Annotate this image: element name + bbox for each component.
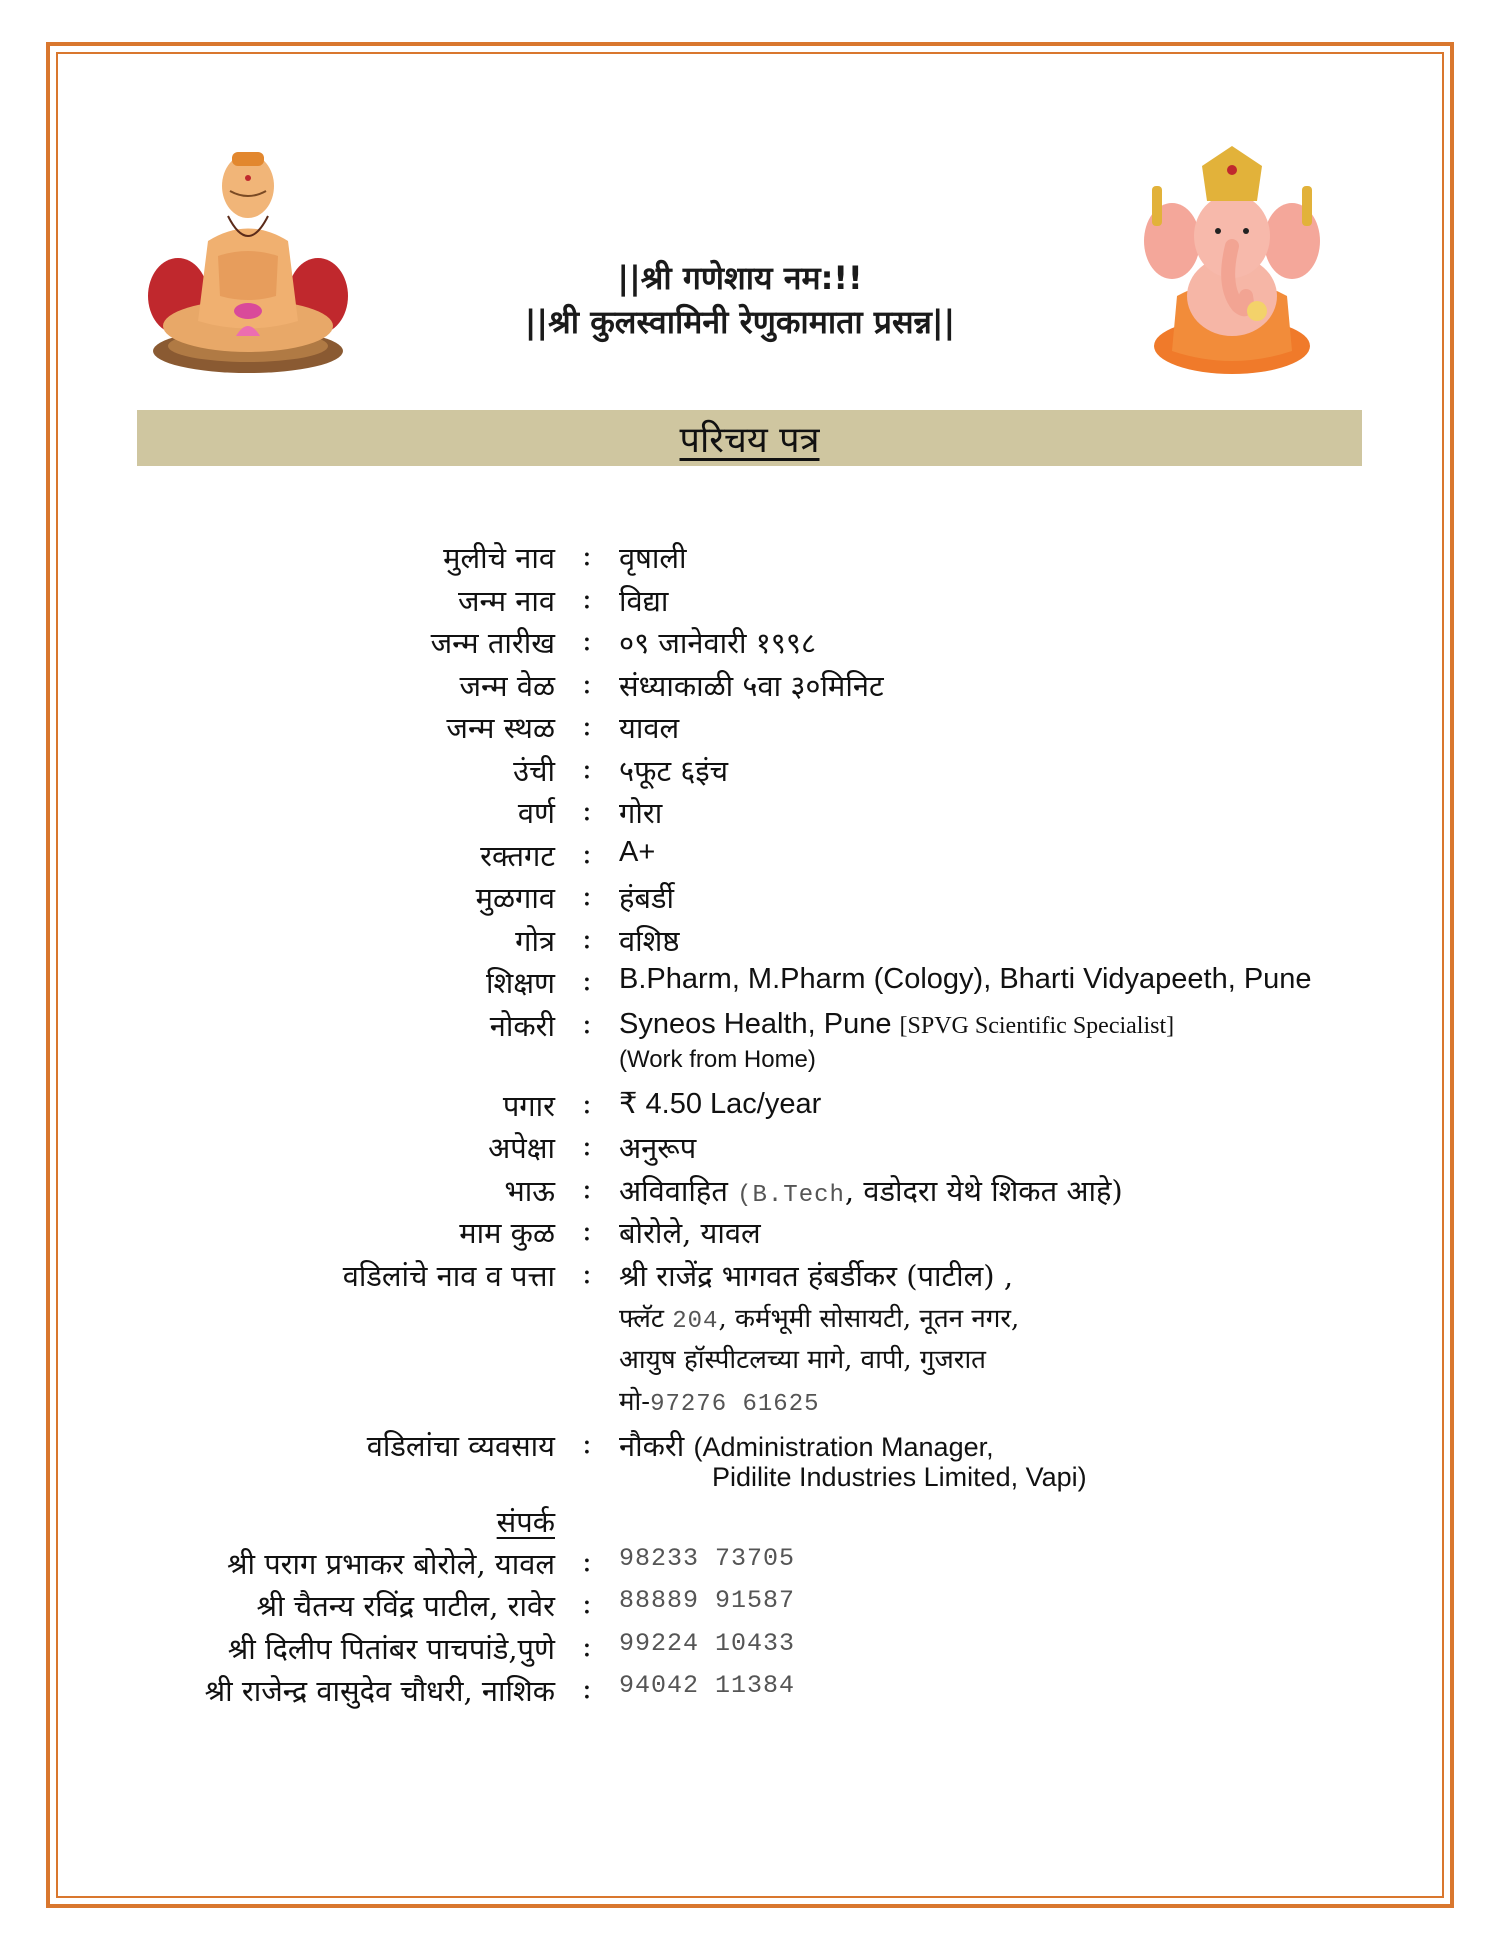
detail-colon: : (582, 1543, 592, 1578)
address-flat-label: फ्लॅट (619, 1303, 673, 1334)
business-company: Pidilite Industries Limited, Vapi) (712, 1461, 1087, 1492)
detail-colon: : (582, 708, 592, 742)
detail-label: नोकरी (489, 1008, 555, 1043)
detail-row-education (0, 963, 1499, 1006)
detail-row-blood-group (0, 836, 1499, 879)
father-name: श्री राजेंद्र भागवत हंबर्डीकर (पाटील) , (619, 1258, 1014, 1293)
swami-samarth-image (148, 146, 348, 376)
detail-value: ०९ जानेवारी १९९८ (619, 626, 817, 660)
job-role: [SPVG Scientific Specialist] (899, 1012, 1175, 1039)
detail-row-girl-name (0, 538, 1499, 581)
invocation-line-1: ||श्री गणेशाय नम:!! (617, 259, 863, 297)
job-company: Syneos Health, Pune (619, 1007, 900, 1040)
detail-label: अपेक्षा (488, 1131, 555, 1165)
contact-row (0, 1544, 1499, 1587)
address-line-1 (619, 1299, 1019, 1335)
detail-colon: : (582, 793, 592, 827)
detail-value (619, 1426, 994, 1465)
contact-row (0, 1671, 1499, 1714)
mobile-label: मो- (619, 1386, 651, 1417)
address-line-2: आयुष हॉस्पीटलच्या मागे, वापी, गुजरात (619, 1344, 986, 1375)
detail-colon: : (582, 580, 592, 615)
contact-name: श्री चैतन्य रविंद्र पाटील, रावेर (256, 1589, 555, 1623)
detail-colon: : (582, 1085, 592, 1120)
detail-value: संध्याकाळी ५वा ३०मिनिट (619, 668, 884, 703)
contact-name: श्री राजेन्द्र वासुदेव चौधरी, नाशिक (204, 1674, 555, 1708)
detail-row-gotra (0, 921, 1499, 964)
detail-colon: : (582, 1425, 592, 1460)
brother-degree: (B.Tech (737, 1181, 845, 1209)
contact-phone: 88889 91587 (619, 1586, 796, 1615)
detail-colon: : (582, 1255, 592, 1290)
brother-status: अविवाहित (619, 1173, 738, 1208)
detail-row-expectation (0, 1128, 1499, 1171)
detail-colon: : (582, 1128, 592, 1162)
detail-value: विद्या (619, 583, 669, 618)
detail-label: मुळगाव (475, 881, 555, 915)
detail-label: वडिलांचा व्यवसाय (366, 1428, 555, 1463)
detail-value (619, 1006, 1174, 1041)
address-flat-number: 204 (672, 1307, 719, 1335)
detail-row-birth-time (0, 666, 1499, 709)
biodata-details (0, 538, 1499, 1714)
detail-label: माम कुळ (459, 1216, 555, 1250)
job-work-mode: (Work from Home) (619, 1045, 816, 1073)
detail-label: गोत्र (515, 923, 555, 958)
detail-value: ५फूट ६इंच (619, 753, 729, 788)
detail-row-job (0, 1006, 1499, 1086)
detail-value: बोरोले, यावल (619, 1216, 761, 1250)
detail-value: गोरा (619, 796, 663, 830)
detail-colon: : (582, 1170, 592, 1205)
detail-label: रक्तगट (480, 838, 555, 873)
detail-value: A+ (619, 835, 656, 868)
detail-value: वशिष्ठ (619, 923, 680, 958)
detail-label: जन्म वेळ (459, 668, 555, 703)
page-title: परिचय पत्र (679, 419, 820, 461)
invocation-line-2: ||श्री कुलस्वामिनी रेणुकामाता प्रसन्न|| (524, 303, 956, 341)
contact-phone: 94042 11384 (619, 1671, 796, 1700)
detail-row-father-address (0, 1256, 1499, 1426)
contact-phone: 98233 73705 (619, 1543, 796, 1573)
father-mobile (619, 1382, 820, 1418)
title-bar (137, 410, 1362, 466)
detail-row-birth-date (0, 623, 1499, 666)
contacts-heading-row (0, 1502, 1499, 1544)
detail-colon: : (582, 1005, 592, 1040)
brother-study-place: , वडोदरा येथे शिकत आहे) (844, 1173, 1123, 1208)
detail-colon: : (582, 538, 592, 572)
detail-colon: : (582, 835, 592, 870)
detail-row-height (0, 751, 1499, 794)
detail-label: वडिलांचे नाव व पत्ता (342, 1258, 555, 1293)
detail-colon: : (582, 1628, 592, 1663)
contact-row (0, 1629, 1499, 1672)
address-society: , कर्मभूमी सोसायटी, नूतन नगर, (718, 1303, 1020, 1334)
contact-row (0, 1586, 1499, 1629)
detail-row-father-business (0, 1426, 1499, 1502)
detail-colon: : (582, 623, 592, 657)
detail-label: पगार (502, 1088, 555, 1123)
detail-label: शिक्षण (486, 966, 555, 1000)
detail-row-native-place (0, 878, 1499, 921)
business-type: नौकरी (619, 1428, 694, 1463)
detail-value: यावल (619, 711, 680, 745)
detail-row-birth-place (0, 708, 1499, 751)
detail-colon: : (582, 750, 592, 785)
detail-row-complexion (0, 793, 1499, 836)
detail-value: B.Pharm, M.Pharm (Cology), Bharti Vidyapeeth, Pune (619, 963, 1312, 995)
detail-label: उंची (513, 753, 555, 788)
detail-value: वृषाली (619, 541, 687, 575)
detail-colon: : (582, 878, 592, 912)
detail-colon: : (582, 920, 592, 955)
detail-label: मुलीचे नाव (443, 541, 555, 575)
detail-value: ₹ 4.50 Lac/year (619, 1087, 822, 1120)
contact-name: श्री पराग प्रभाकर बोरोले, यावल (226, 1546, 555, 1581)
detail-row-birth-name (0, 581, 1499, 624)
ganesha-image (1142, 146, 1322, 378)
detail-label: वर्ण (517, 796, 555, 830)
detail-colon: : (582, 1586, 592, 1620)
mobile-number: 97276 61625 (650, 1390, 820, 1418)
contacts-heading: संपर्क (496, 1504, 555, 1539)
contact-name: श्री दिलीप पितांबर पाचपांडे,पुणे (227, 1631, 555, 1666)
detail-label: जन्म स्थळ (446, 711, 555, 745)
contact-phone: 99224 10433 (619, 1628, 796, 1658)
detail-row-brother (0, 1171, 1499, 1214)
detail-value: अनुरूप (619, 1131, 697, 1165)
detail-value: हंबर्डी (619, 881, 674, 915)
detail-value (619, 1171, 1123, 1210)
business-role: (Administration Manager, (693, 1431, 994, 1462)
detail-colon: : (582, 665, 592, 700)
detail-colon: : (582, 1213, 592, 1247)
detail-row-maternal-family (0, 1213, 1499, 1256)
detail-row-salary (0, 1086, 1499, 1129)
detail-colon: : (582, 1671, 592, 1705)
detail-label: भाऊ (504, 1173, 555, 1208)
detail-label: जन्म नाव (457, 583, 555, 618)
detail-label: जन्म तारीख (430, 626, 555, 660)
detail-colon: : (582, 963, 592, 997)
